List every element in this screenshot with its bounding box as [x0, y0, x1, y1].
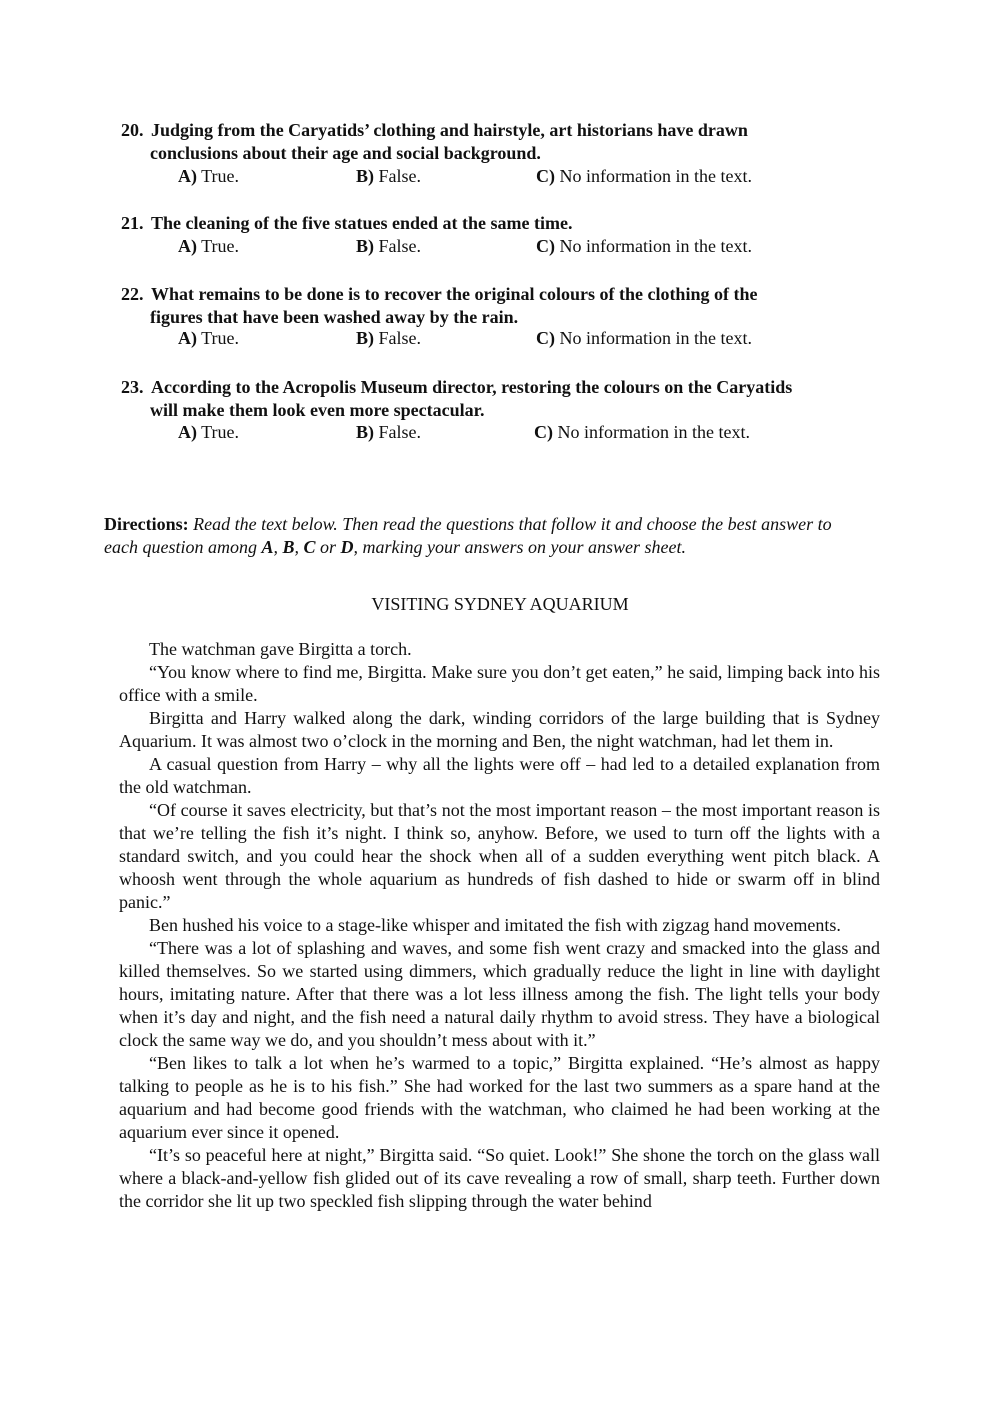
- story-paragraph: “There was a lot of splashing and waves, and some fish went crazy and smacked into the glass and killed themselves. So we started using dimmers, which gradually reduce the light in line with daylight hours, imitating nature. After that there was a lot less illness among the fish. The light tells your body when it’s day and night, and the fish need a natural daily rhythm to avoid stress. They have a biological clock the same way we do, and you shouldn’t mess about with it.”: [119, 938, 880, 1050]
- story-paragraph: “It’s so peaceful here at night,” Birgitta said. “So quiet. Look!” She shone the torch on the glass wall where a black-and-yellow fish glided out of its cave revealing a row of small, sharp teeth. Further down the corridor she lit up two speckled fish slipping through the water behind: [119, 1145, 880, 1211]
- option-c[interactable]: C) No information in the text.: [536, 236, 752, 256]
- question-22-options: [178, 327, 878, 350]
- question-number: 20.: [121, 120, 144, 140]
- story-paragraph: “Of course it saves electricity, but that’s not the most important reason – the most important reason is that we’re telling the fish it’s night. I think so, anyhow. Before, we used to turn off the lights with a standard switch, and you could hear the shock when all of a sudden everything went pitch black. A whoosh went through the whole aquarium as hundreds of fish dashed to hide or swarm off in blind panic.”: [119, 800, 880, 912]
- question-23: [121, 376, 891, 422]
- directions: [104, 513, 844, 559]
- question-text-line-2: will make them look even more spectacular.: [150, 400, 485, 420]
- question-text-line-1: What remains to be done is to recover the original colours of the clothing of the: [151, 284, 758, 304]
- option-a[interactable]: A) True.: [178, 236, 240, 256]
- question-22: [121, 283, 891, 329]
- question-number: 22.: [121, 284, 144, 304]
- option-c[interactable]: C) No information in the text.: [536, 328, 752, 348]
- question-23-options: [178, 421, 878, 444]
- option-b[interactable]: B) False.: [356, 166, 421, 186]
- story-paragraph: A casual question from Harry – why all the lights were off – had led to a detailed explanation from the old watchman.: [119, 754, 880, 797]
- option-b[interactable]: B) False.: [356, 236, 421, 256]
- question-text-line-1: Judging from the Caryatids’ clothing and hairstyle, art historians have drawn: [151, 120, 748, 140]
- option-a[interactable]: A) True.: [178, 328, 240, 348]
- story-paragraph: The watchman gave Birgitta a torch.: [149, 639, 412, 659]
- option-c[interactable]: C) No information in the text.: [536, 166, 752, 186]
- question-21: [121, 212, 891, 235]
- option-b[interactable]: B) False.: [356, 328, 421, 348]
- directions-text: Read the text below. Then read the questions that follow it and choose the best answer to each question among A, B, C or D, marking your answers on your answer sheet.: [104, 514, 832, 557]
- directions-label: Directions:: [104, 514, 189, 534]
- question-text-line-1: According to the Acropolis Museum director, restoring the colours on the Caryatids: [151, 377, 793, 397]
- story-title: VISITING SYDNEY AQUARIUM: [371, 594, 629, 614]
- question-text-line-1: The cleaning of the five statues ended at the same time.: [151, 213, 573, 233]
- story-body: [119, 638, 880, 1213]
- question-number: 23.: [121, 377, 144, 397]
- option-c[interactable]: C) No information in the text.: [534, 422, 750, 442]
- option-b[interactable]: B) False.: [356, 422, 421, 442]
- question-number: 21.: [121, 213, 144, 233]
- option-a[interactable]: A) True.: [178, 166, 240, 186]
- story-paragraph: “You know where to find me, Birgitta. Make sure you don’t get eaten,” he said, limping back into his office with a smile.: [119, 662, 880, 705]
- question-20-options: [178, 165, 878, 188]
- story-paragraph: Ben hushed his voice to a stage-like whisper and imitated the fish with zigzag hand movements.: [149, 915, 841, 935]
- story-paragraph: Birgitta and Harry walked along the dark, winding corridors of the large building that is Sydney Aquarium. It was almost two o’clock in the morning and Ben, the night watchman, had let them in.: [119, 708, 880, 751]
- question-20: [121, 119, 891, 165]
- question-21-options: [178, 235, 878, 258]
- option-a[interactable]: A) True.: [178, 422, 240, 442]
- story-paragraph: “Ben likes to talk a lot when he’s warmed to a topic,” Birgitta explained. “He’s almost as happy talking to people as he is to his fish.” She had worked for the last two summers as a spare hand at the aquarium and had become good friends with the watchman, who claimed he had been working at the aquarium ever since it opened.: [119, 1053, 880, 1142]
- question-text-line-2: conclusions about their age and social background.: [150, 143, 541, 163]
- question-text-line-2: figures that have been washed away by the rain.: [150, 307, 519, 327]
